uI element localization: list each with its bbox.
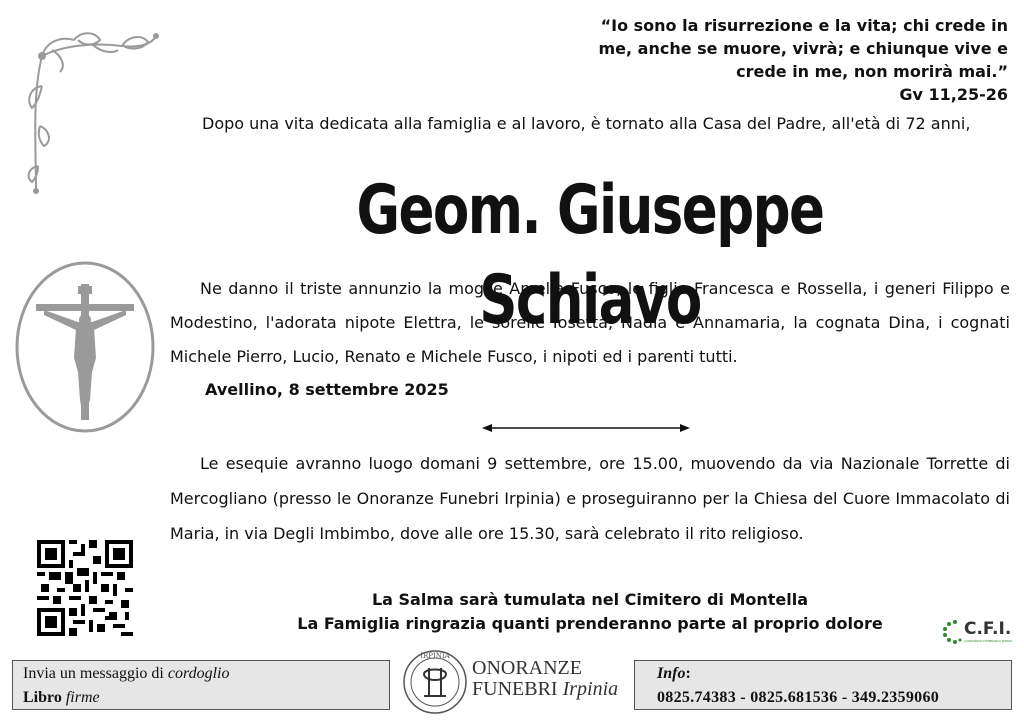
thanks-line: La Famiglia ringrazia quanti prenderanno parte al proprio dolore (297, 614, 883, 633)
bible-quote (588, 14, 1008, 106)
announcement-paragraph: Ne danno il triste annunzio la moglie Amelia Fusco, le figlie Francesca e Rossella, i generi Filippo e Modestino, l'adorata nipote Elettra, le sorelle Iosetta, Nadia e Annamaria, la cognata Dina, i cognati Michele Pierro, Lucio, Renato e Michele Fusco, i nipoti ed i parenti tutti. (170, 279, 1010, 366)
condolence-prefix: Invia un messaggio di (23, 665, 168, 682)
funeral-home-seal-icon (402, 646, 468, 718)
quote-reference: Gv 11,25-26 (899, 85, 1008, 104)
funeral-home-line2-italic: Irpinia (562, 678, 619, 700)
qr-code[interactable] (37, 540, 133, 636)
condolence-message-link[interactable] (23, 665, 230, 683)
condolence-italic: cordoglio (167, 665, 230, 682)
corner-ornament (22, 26, 162, 196)
funeral-home-line2 (472, 679, 618, 700)
guestbook-italic: firme (65, 689, 100, 706)
funeral-home-line2-text: FUNEBRI (472, 678, 563, 700)
cfi-logo (942, 619, 1014, 649)
crucifix-icon (14, 260, 156, 434)
info-phones[interactable]: 0825.74383 - 0825.681536 - 349.2359060 (657, 689, 940, 706)
funeral-home-name (472, 658, 618, 700)
cfi-text: C.F.I. (964, 619, 1012, 639)
guestbook-link[interactable] (23, 689, 100, 707)
cfi-subtext: CONSORZIO FUNERARIO IRPINO (964, 639, 1012, 643)
deceased-name: Geom. Giuseppe Schiavo (356, 171, 824, 340)
divider-arrow (482, 421, 690, 435)
cfi-dots-icon (942, 619, 964, 645)
funeral-home-logo (402, 644, 634, 720)
info-box (634, 660, 1012, 710)
burial-line: La Salma sarà tumulata nel Cimitero di Montella (371, 590, 809, 609)
funeral-home-line1: ONORANZE (472, 657, 582, 679)
closing-lines (170, 588, 1010, 636)
guestbook-prefix: Libro (23, 689, 66, 706)
funeral-paragraph: Le esequie avranno luogo domani 9 settembre, ore 15.00, muovendo da via Nazionale Torrette di Mercogliano (presso le Onoranze Funebri Irpinia) e proseguiranno per la Chiesa del Cuore Immacolato di Maria, in via Degli Imbimbo, dove alle ore 15.30, sarà celebrato il rito religioso. (170, 454, 1010, 543)
place-date: Avellino, 8 settembre 2025 (205, 380, 449, 399)
condolence-box[interactable] (12, 660, 390, 710)
intro-paragraph: Dopo una vita dedicata alla famiglia e al lavoro, è tornato alla Casa del Padre, all'età di 72 anni, (202, 114, 971, 133)
info-label (657, 665, 691, 683)
info-colon: : (685, 665, 691, 682)
info-label-text: Info (657, 665, 686, 682)
quote-text: “Io sono la risurrezione e la vita; chi crede in me, anche se muore, vivrà; e chiunque vive e crede in me, non morirà mai.” (598, 16, 1008, 81)
seal-top-text: IRPINIA (420, 652, 450, 660)
